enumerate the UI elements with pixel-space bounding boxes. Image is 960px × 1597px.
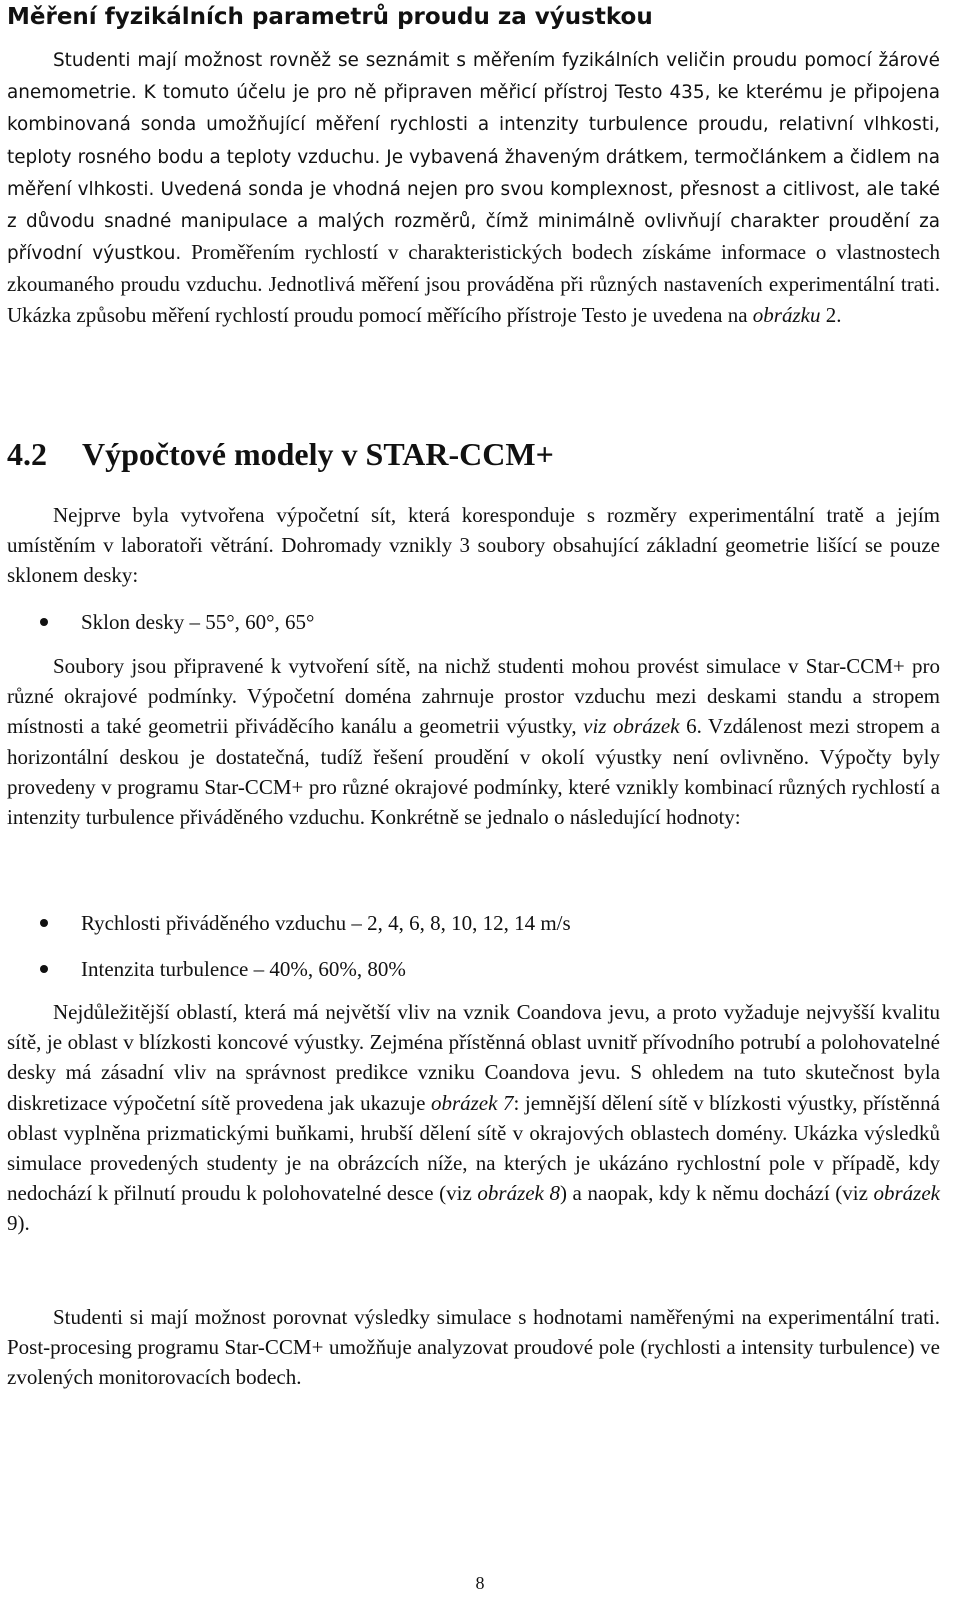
paragraph-measurement xyxy=(7,44,940,330)
paragraph-mesh-quality-d: 9). xyxy=(7,1211,30,1236)
paragraph-mesh-quality-c: ) a naopak, kdy k němu dochází (viz xyxy=(559,1181,874,1206)
paragraph-simulation-lead: Soubory jsou připravené k vytvoření sítě, na nichž studenti mohou provést simulace v Star-CCM+ pro různé okrajové podmínky. Výpočetní doména zahrnuje prostor vzduchu mezi deskami standu a stropem místnosti a také geometrii přiváděcího kanálu a geometrii výustky, xyxy=(7,654,940,739)
paragraph-measurement-sans-part: Studenti mají možnost rovněž se seznámit s měřením fyzikálních veličin proudu pomocí žárové anemometrie. K tomuto účelu je pro ně připraven měřicí přístroj Testo 435, ke kterému je připojena kombinovaná sonda umožňující měření rychlosti a intenzity turbulence proudu, relativní vlhkosti, teploty rosného bodu a teploty vzduchu. Je vybavená žhaveným drátkem, termočlánkem a čidlem na měření vlhkosti. Uvedená sonda je vhodná nejen pro svou komplexnost, přesnost a citlivost, ale také z důvodu snadné manipulace a malých rozměrů, čímž minimálně ovlivňují charakter proudění za přívodní výustkou. xyxy=(7,50,940,265)
paragraph-simulation-tail: 6. Vzdálenost mezi stropem a horizontální deskou je dostatečná, tudíž řešení proudění v okolí výustky není ovlivněno. Výpočty byly provedeny v programu Star-CCM+ pro různé okrajové podmínky, které vznikly kombinací různých rychlostí a intenzity turbulence přiváděného vzduchu. Konkrétně se jednalo o následující hodnoty: xyxy=(7,714,940,830)
figure-reference-2-number: 2. xyxy=(820,302,842,327)
figure-reference-2: obrázku xyxy=(752,302,821,327)
bullet-list-tilt xyxy=(0,607,940,653)
bullet-item-text: Intenzita turbulence – 40%, 60%, 80% xyxy=(81,957,406,981)
paragraph-comparison: Studenti si mají možnost porovnat výsledky simulace s hodnotami naměřenými na experimentální trati. Post-procesing programu Star-CCM+ umožňuje analyzovat proudové pole (rychlosti a intensity turbulence) ve zvolených monitorovacích bodech. xyxy=(7,1305,940,1390)
bullet-dot-icon xyxy=(40,965,48,973)
bullet-dot-icon xyxy=(40,618,48,626)
figure-reference-7: obrázek 7 xyxy=(430,1090,514,1115)
figure-reference-8: obrázek 8 xyxy=(477,1181,560,1206)
figure-reference-9: obrázek xyxy=(873,1181,940,1206)
bullet-item-tilt xyxy=(0,607,940,653)
section-heading xyxy=(7,432,554,476)
paragraph-mesh-intro: Nejprve byla vytvořena výpočetní sít, která koresponduje s rozměry experimentální tratě a jejím umístěním v laboratoři větrání. Dohromady vznikly 3 soubory obsahující základní geometrie lišící se pouze sklonem desky: xyxy=(7,503,940,588)
paragraph-simulation xyxy=(7,651,940,832)
section-title: Výpočtové modely v STAR-CCM+ xyxy=(82,436,554,472)
paragraph-mesh-quality-a: Nejdůležitější oblastí, která má největší vliv na vznik Coandova jevu, a proto vyžaduje nejvyšší kvalitu sítě, je oblast v blízkosti koncové výustky. Zejména přístěnná oblast uvnitř přívodního potrubí a polohovatelné desky má zásadní vliv na správnost predikce vzniku Coandova jevu. S ohledem na tuto skutečnost byla diskretizace výpočetní sítě provedena jak ukazuje xyxy=(7,1000,940,1115)
bullet-list-conditions xyxy=(0,908,940,1000)
bullet-item-turbulence xyxy=(0,954,940,1000)
bullet-item-velocity xyxy=(0,908,940,954)
page-number: 8 xyxy=(475,1573,485,1593)
paragraph-mesh-quality xyxy=(7,997,940,1239)
bullet-item-text: Sklon desky – 55°, 60°, 65° xyxy=(81,610,315,634)
paragraph-measurement-serif-part: Proměřením rychlostí v charakteristických bodech získáme informace o vlastnostech zkoumaného proudu vzduchu. Jednotlivá měření jsou prováděna při různých nastaveních experimentální trati. Ukázka způsobu měření rychlostí proudu pomocí měřícího přístroje Testo je uvedena na xyxy=(7,240,940,327)
page-heading: Měření fyzikálních parametrů proudu za výustkou xyxy=(7,4,653,30)
paragraph-mesh-quality-b: : jemnější dělení sítě v blízkosti výustky, přístěnná oblast vyplněna prizmatickými buňkami, hrubší dělení sítě v okrajových oblastech domény. Ukázka výsledků simulace provedených studenty je na obrázcích níže, na kterých je ukázáno rychlostní pole v případě, kdy nedochází k přilnutí proudu k polohovatelné desce (viz xyxy=(7,1090,940,1206)
bullet-dot-icon xyxy=(40,919,48,927)
section-number: 4.2 xyxy=(7,436,47,472)
figure-reference-6: viz obrázek xyxy=(583,714,680,739)
bullet-item-text: Rychlosti přiváděného vzduchu – 2, 4, 6, 8, 10, 12, 14 m/s xyxy=(81,911,571,935)
